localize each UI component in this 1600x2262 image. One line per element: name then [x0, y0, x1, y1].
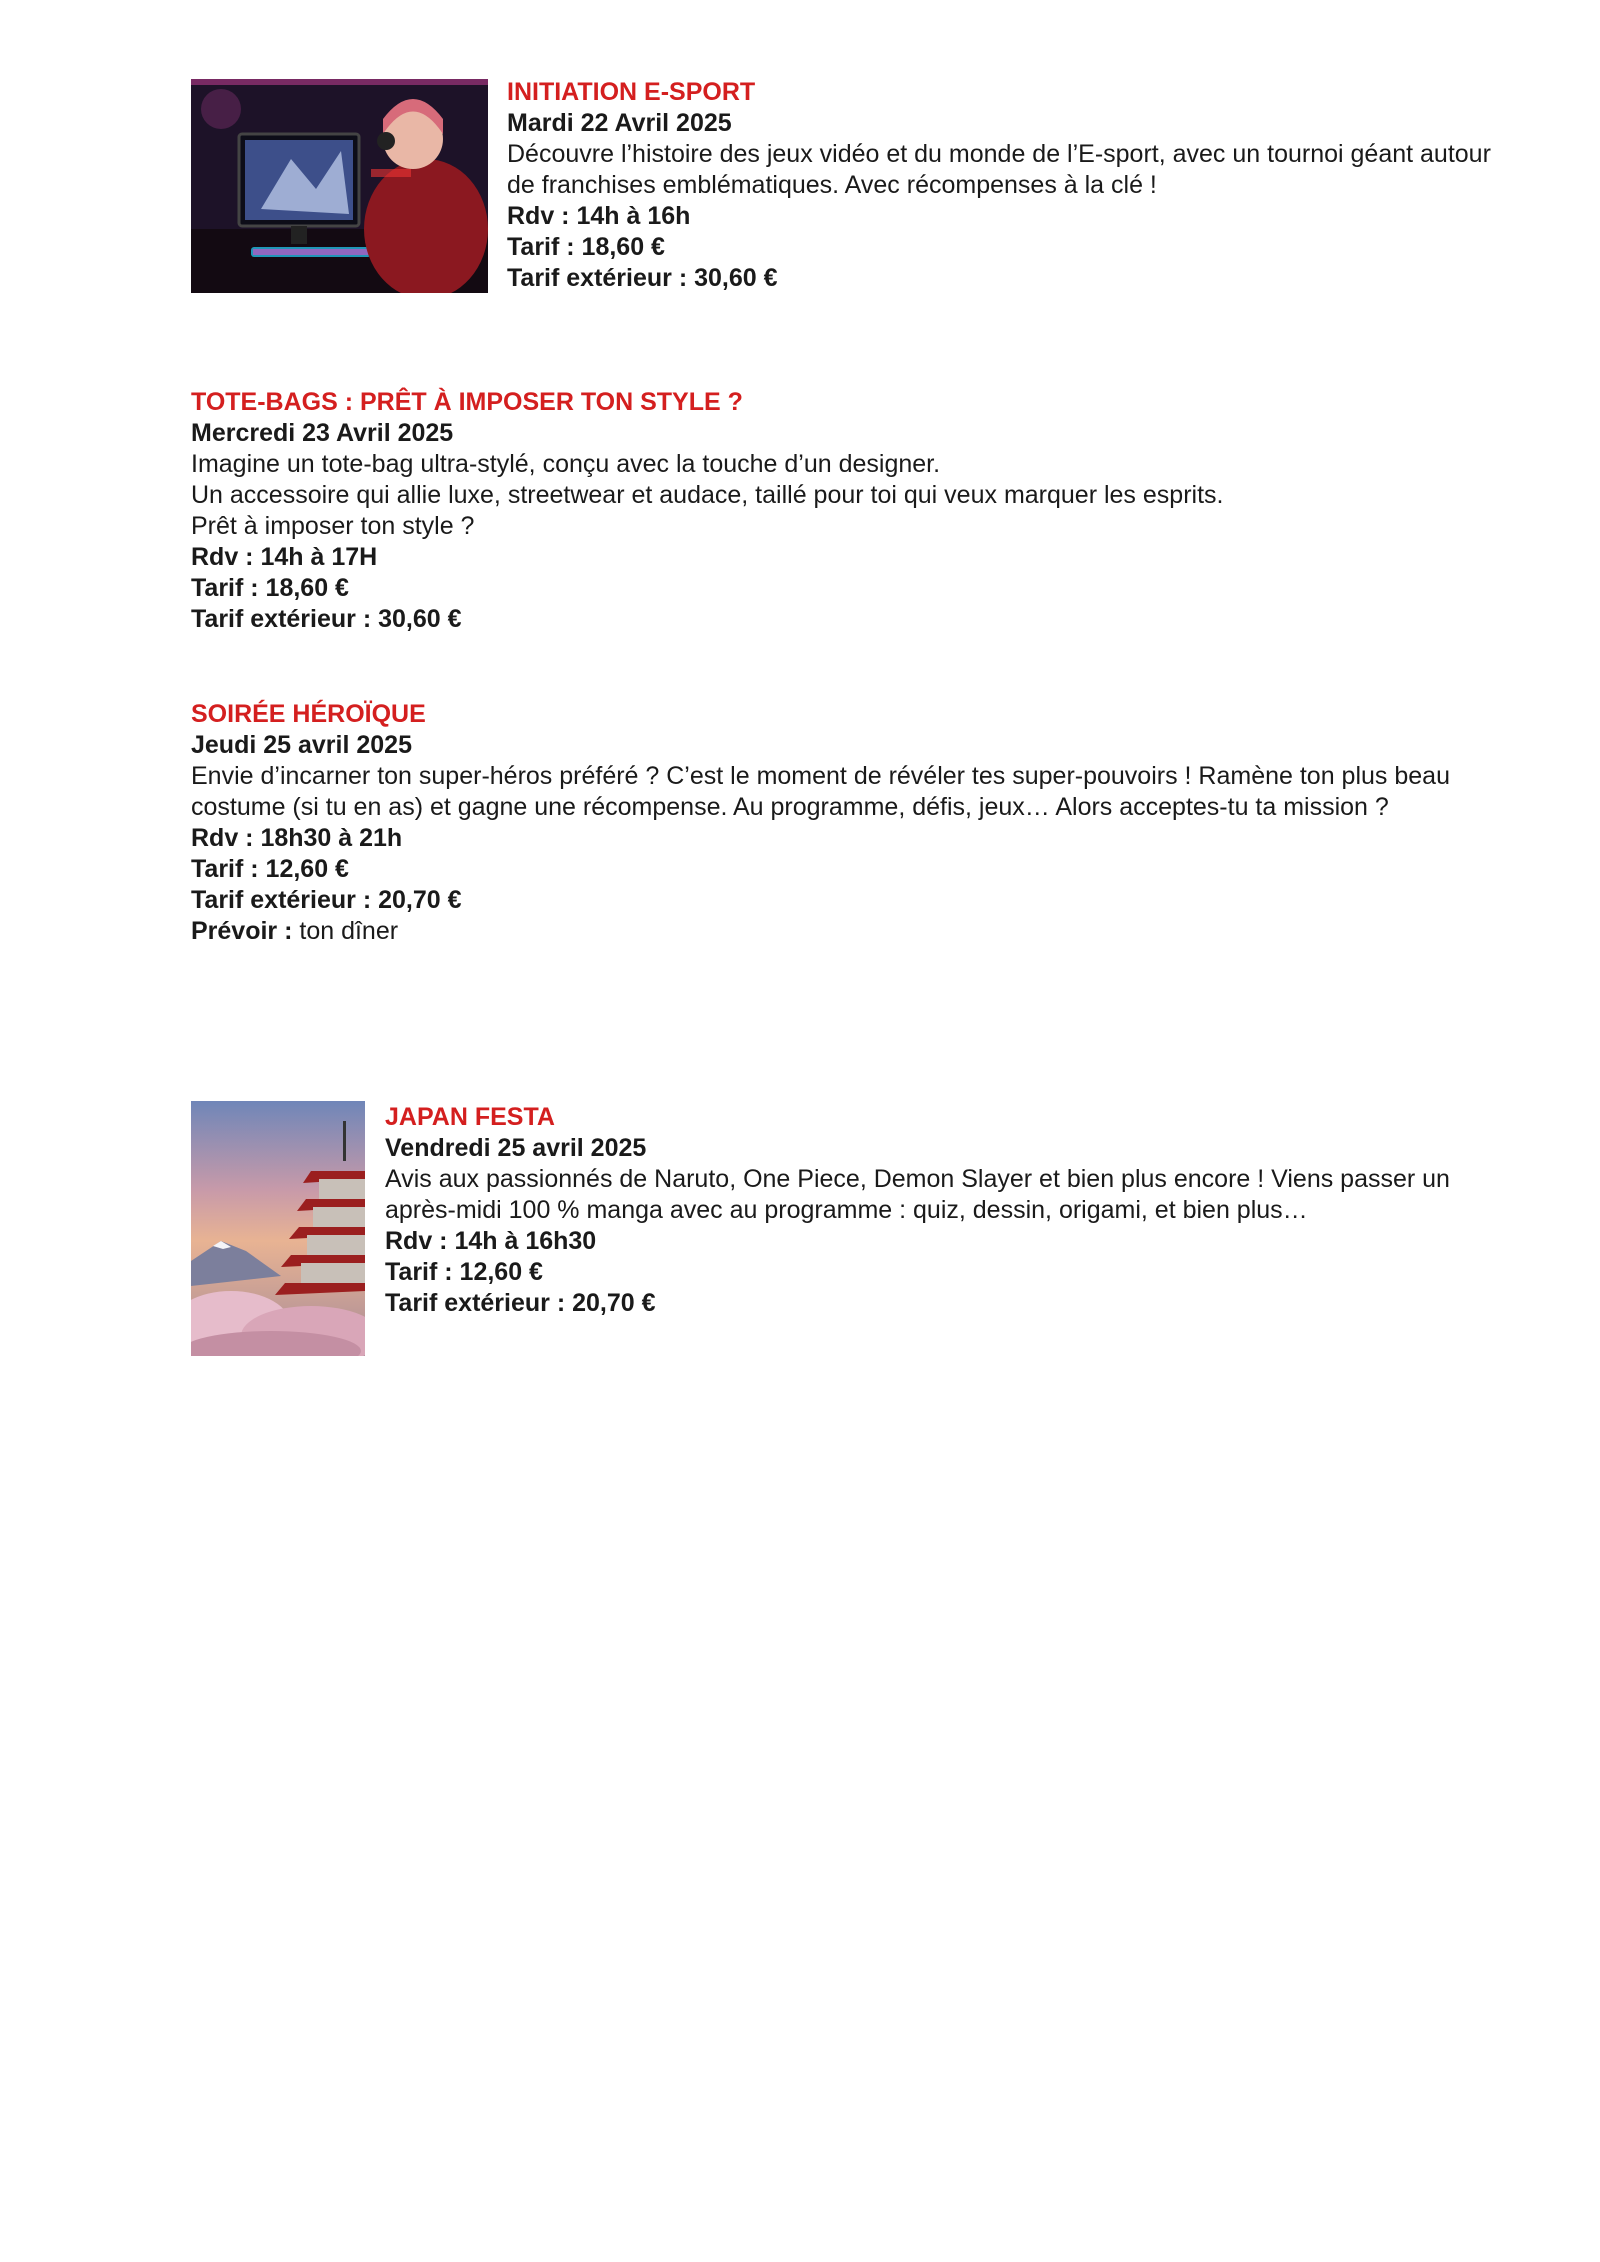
event-prevoir-label: Prévoir :	[191, 917, 293, 945]
event-description-line: Prêt à imposer ton style ?	[191, 512, 475, 540]
event-tote-bags	[191, 387, 1491, 635]
event-title: INITIATION E-SPORT	[507, 78, 756, 106]
event-title: TOTE-BAGS : PRÊT À IMPOSER TON STYLE ?	[191, 388, 743, 416]
event-rdv: Rdv : 14h à 16h	[507, 202, 691, 230]
event-title: JAPAN FESTA	[385, 1103, 555, 1131]
event-rdv: Rdv : 14h à 16h30	[385, 1227, 597, 1255]
event-rdv: Rdv : 14h à 17H	[191, 543, 378, 571]
event-tarif-exterieur: Tarif extérieur : 30,60 €	[507, 264, 778, 292]
event-tarif-exterieur: Tarif extérieur : 20,70 €	[191, 886, 462, 914]
event-description-line: Imagine un tote-bag ultra-stylé, conçu avec la touche d’un designer.	[191, 450, 941, 478]
event-date: Mercredi 23 Avril 2025	[191, 419, 454, 447]
event-soiree-heroique	[191, 699, 1521, 947]
event-prevoir-value: ton dîner	[292, 917, 399, 945]
event-description: Avis aux passionnés de Naruto, One Piece, Demon Slayer et bien plus encore ! Viens passer un après-midi 100 % manga avec au programme : quiz, dessin, origami, et bien plus…	[385, 1165, 1450, 1224]
esport-gamer-photo	[191, 79, 488, 293]
japan-pagoda-photo	[191, 1101, 365, 1356]
event-date: Vendredi 25 avril 2025	[385, 1134, 647, 1162]
event-description: Découvre l’histoire des jeux vidéo et du monde de l’E-sport, avec un tournoi géant autour de franchises emblématiques. Avec récompenses à la clé !	[507, 140, 1491, 199]
event-date: Jeudi 25 avril 2025	[191, 731, 412, 759]
event-tarif: Tarif : 18,60 €	[507, 233, 665, 261]
event-description: Envie d’incarner ton super-héros préféré ? C’est le moment de révéler tes super-pouvoirs ! Ramène ton plus beau costume (si tu en as) et gagne une récompense. Au programme, défis, jeux… Alors acceptes-tu ta mission ?	[191, 762, 1450, 821]
event-date: Mardi 22 Avril 2025	[507, 109, 732, 137]
event-tarif: Tarif : 12,60 €	[191, 855, 349, 883]
event-initiation-esport	[507, 77, 1507, 294]
event-rdv: Rdv : 18h30 à 21h	[191, 824, 403, 852]
event-title: SOIRÉE HÉROÏQUE	[191, 700, 426, 728]
event-prevoir	[191, 916, 1521, 947]
event-description-line: Un accessoire qui allie luxe, streetwear et audace, taillé pour toi qui veux marquer les esprits.	[191, 481, 1224, 509]
event-tarif: Tarif : 12,60 €	[385, 1258, 543, 1286]
event-tarif-exterieur: Tarif extérieur : 20,70 €	[385, 1289, 656, 1317]
event-tarif: Tarif : 18,60 €	[191, 574, 349, 602]
event-tarif-exterieur: Tarif extérieur : 30,60 €	[191, 605, 462, 633]
event-japan-festa	[385, 1102, 1515, 1319]
